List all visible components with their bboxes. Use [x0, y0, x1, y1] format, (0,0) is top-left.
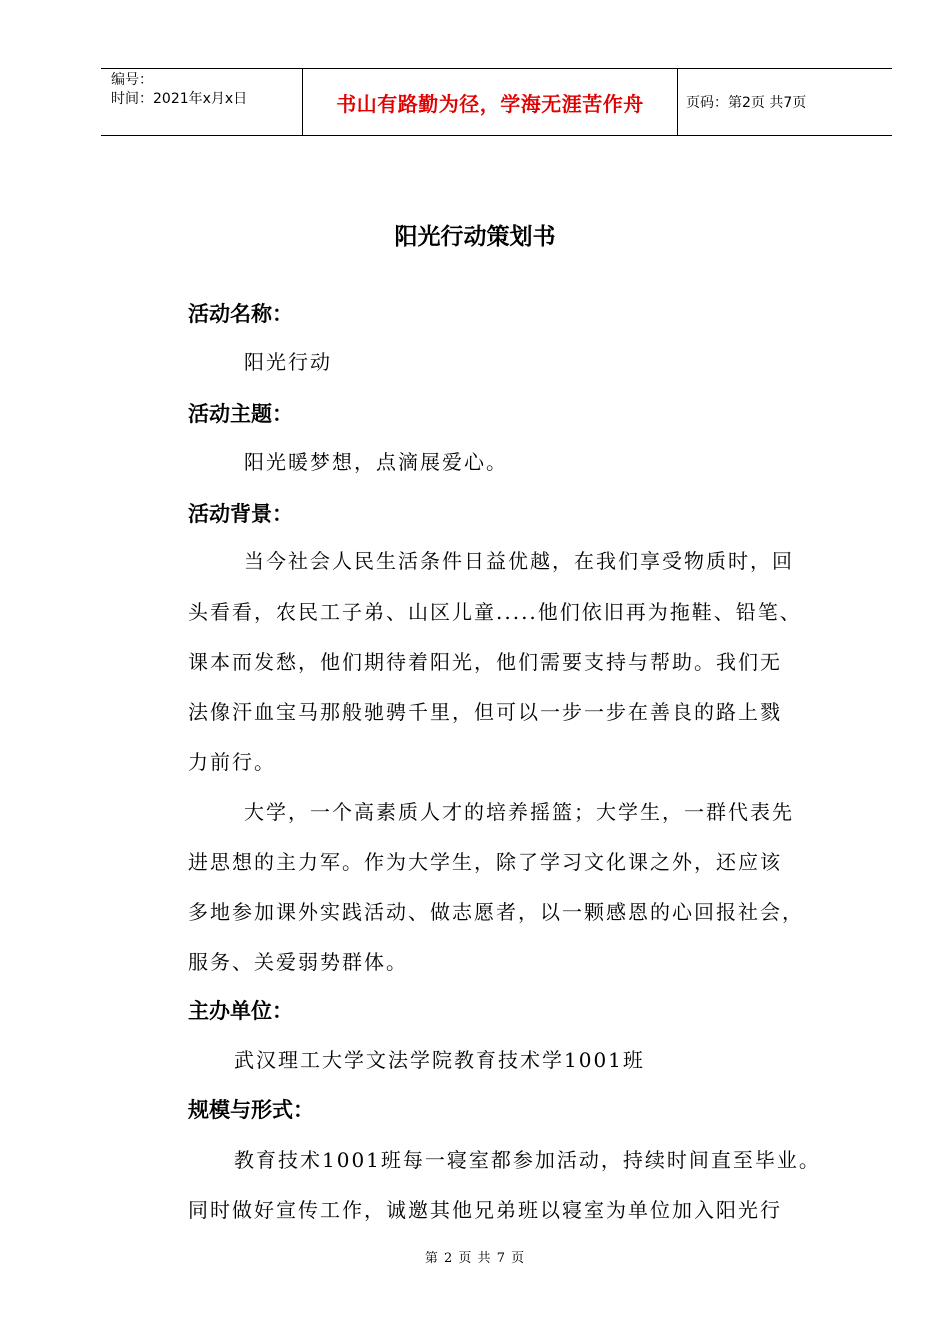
activity-theme-text: 阳光暖梦想，点滴展爱心。: [244, 450, 508, 474]
background-line: 大学，一个高素质人才的培养摇篮；大学生，一群代表先: [244, 800, 794, 824]
background-line: 服务、关爱弱势群体。: [188, 950, 408, 974]
background-line: 法像汗血宝马那般驰骋千里，但可以一步一步在善良的路上戮: [188, 700, 782, 724]
activity-name-text: 阳光行动: [244, 350, 332, 374]
heading-organizer: 主办单位：: [188, 999, 293, 1023]
heading-activity-background: 活动背景：: [188, 502, 293, 526]
heading-activity-name: 活动名称：: [188, 302, 293, 326]
heading-activity-theme: 活动主题：: [188, 402, 293, 426]
page-footer: 第 2 页 共 7 页: [424, 1251, 526, 1266]
time-label: 时间：2021年x月x日: [111, 91, 248, 107]
background-line: 多地参加课外实践活动、做志愿者，以一颗感恩的心回报社会，: [188, 900, 804, 924]
scale-line: 教育技术1001班每一寝室都参加活动，持续时间直至毕业。: [234, 1148, 821, 1172]
page-header: [101, 68, 892, 136]
background-line: 进思想的主力军。作为大学生，除了学习文化课之外，还应该: [188, 850, 782, 874]
background-line: 当今社会人民生活条件日益优越，在我们享受物质时，回: [244, 549, 794, 573]
background-line: 头看看，农民工子弟、山区儿童.....他们依旧再为拖鞋、铅笔、: [188, 600, 802, 624]
background-line: 力前行。: [188, 750, 276, 774]
header-page-info: 页码：第2页 共7页: [686, 95, 807, 111]
background-line: 课本而发愁，他们期待着阳光，他们需要支持与帮助。我们无: [188, 650, 782, 674]
header-meta: [101, 69, 303, 135]
heading-scale-form: 规模与形式：: [188, 1098, 314, 1122]
document-title: 阳光行动策划书: [394, 224, 556, 250]
organizer-text: 武汉理工大学文法学院教育技术学1001班: [234, 1048, 645, 1072]
scale-line: 同时做好宣传工作，诚邀其他兄弟班以寝室为单位加入阳光行: [188, 1198, 782, 1222]
header-motto: 书山有路勤为径，学海无涯苦作舟: [303, 69, 678, 135]
number-label: 编号：: [111, 72, 153, 88]
